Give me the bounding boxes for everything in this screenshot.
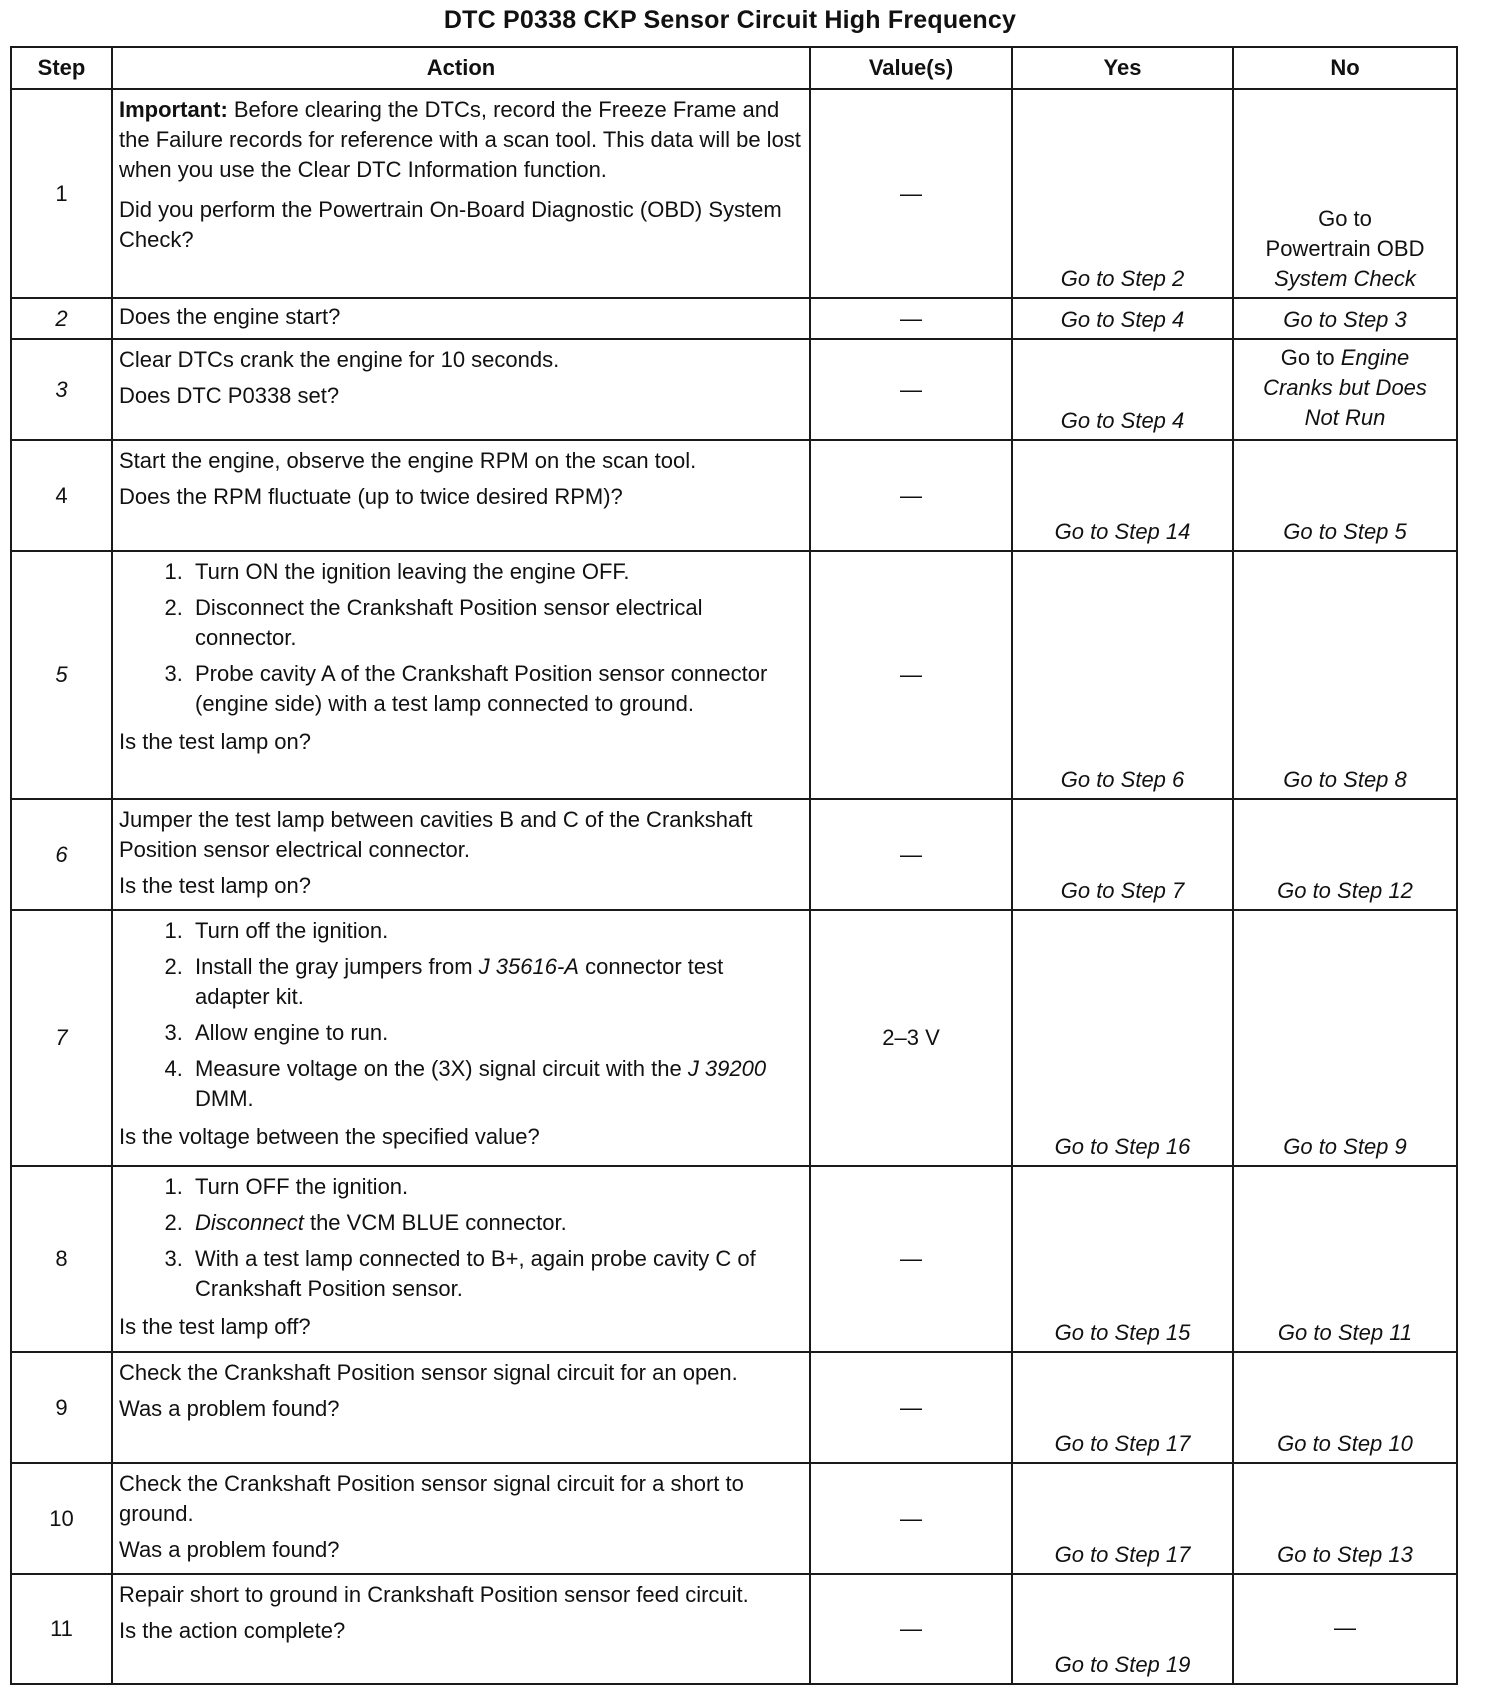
action-cell bbox=[112, 1352, 810, 1463]
yes-goto-link[interactable]: Go to Step 2 bbox=[1060, 266, 1185, 291]
list-item: 1. Turn off the ignition. bbox=[189, 916, 803, 946]
value-cell: — bbox=[810, 1166, 1012, 1352]
no-cell bbox=[1233, 1463, 1457, 1574]
yes-cell bbox=[1012, 89, 1233, 298]
yes-cell bbox=[1012, 339, 1233, 440]
yes-goto-link[interactable]: Go to Step 6 bbox=[1060, 767, 1185, 792]
no-goto-link[interactable]: Go to Step 13 bbox=[1277, 1542, 1413, 1567]
table-row bbox=[11, 910, 1457, 1166]
no-goto-link[interactable]: Go to Step 12 bbox=[1277, 878, 1413, 903]
list-item: 3. With a test lamp connected to B+, again probe cavity C of Crankshaft Position sensor. bbox=[189, 1244, 803, 1304]
step-question: Is the test lamp on? bbox=[119, 873, 311, 898]
step-question: Does the RPM fluctuate (up to twice desired RPM)? bbox=[119, 484, 623, 509]
list-item: 3. Probe cavity A of the Crankshaft Position sensor connector (engine side) with a test lamp connected to ground. bbox=[189, 659, 803, 719]
yes-cell bbox=[1012, 1352, 1233, 1463]
step-number: 10 bbox=[11, 1463, 112, 1574]
list-item: 4. Measure voltage on the (3X) signal circuit with the J 39200 DMM. bbox=[189, 1054, 803, 1114]
no-goto-link[interactable] bbox=[1238, 343, 1452, 433]
table-row bbox=[11, 298, 1457, 339]
table-row bbox=[11, 1574, 1457, 1684]
step-question: Is the action complete? bbox=[119, 1618, 346, 1643]
no-goto-link[interactable]: Go to Step 9 bbox=[1283, 1134, 1407, 1159]
yes-cell bbox=[1012, 1574, 1233, 1684]
no-goto-link[interactable] bbox=[1238, 204, 1452, 294]
list-item: 2. Disconnect the Crankshaft Position sensor electrical connector. bbox=[189, 593, 803, 653]
table-row bbox=[11, 1463, 1457, 1574]
no-goto-text: Go to bbox=[1280, 345, 1341, 370]
step-question: Is the voltage between the specified value? bbox=[119, 1124, 540, 1149]
step-number: 6 bbox=[11, 799, 112, 910]
list-item: 2. Disconnect the VCM BLUE connector. bbox=[189, 1208, 803, 1238]
action-cell bbox=[112, 910, 810, 1166]
yes-goto-link[interactable]: Go to Step 17 bbox=[1054, 1431, 1191, 1456]
step-instruction: Check the Crankshaft Position sensor signal circuit for an open. bbox=[119, 1360, 738, 1385]
no-cell bbox=[1233, 551, 1457, 799]
no-cell bbox=[1233, 910, 1457, 1166]
yes-cell bbox=[1012, 1463, 1233, 1574]
step-question: Was a problem found? bbox=[119, 1537, 340, 1562]
yes-cell bbox=[1012, 799, 1233, 910]
step-number: 9 bbox=[11, 1352, 112, 1463]
no-cell bbox=[1233, 1574, 1457, 1684]
no-goto-target: System Check bbox=[1274, 266, 1416, 291]
step-number: 7 bbox=[11, 910, 112, 1166]
step-instruction: Check the Crankshaft Position sensor signal circuit for a short to ground. bbox=[119, 1471, 744, 1526]
no-cell bbox=[1233, 1352, 1457, 1463]
header-no: No bbox=[1233, 47, 1457, 89]
step-number: 11 bbox=[11, 1574, 112, 1684]
step-number: 2 bbox=[11, 298, 112, 339]
list-item: 1. Turn ON the ignition leaving the engine OFF. bbox=[189, 557, 803, 587]
step-instruction: Repair short to ground in Crankshaft Position sensor feed circuit. bbox=[119, 1582, 749, 1607]
no-cell bbox=[1233, 339, 1457, 440]
value-cell: — bbox=[810, 551, 1012, 799]
table-row bbox=[11, 1352, 1457, 1463]
table-row bbox=[11, 799, 1457, 910]
no-goto-link[interactable]: Go to Step 8 bbox=[1283, 767, 1407, 792]
no-goto-target: Not Run bbox=[1304, 405, 1386, 430]
step-number: 8 bbox=[11, 1166, 112, 1352]
yes-goto-link[interactable]: Go to Step 4 bbox=[1060, 408, 1185, 433]
no-cell bbox=[1233, 1166, 1457, 1352]
step-number: 3 bbox=[11, 339, 112, 440]
value-cell: — bbox=[810, 799, 1012, 910]
tool-reference: J 39200 bbox=[687, 1056, 767, 1081]
value-cell: — bbox=[810, 440, 1012, 551]
header-yes: Yes bbox=[1012, 47, 1233, 89]
action-cell bbox=[112, 1574, 810, 1684]
no-goto-link[interactable]: Go to Step 5 bbox=[1283, 519, 1407, 544]
list-item: 3. Allow engine to run. bbox=[189, 1018, 803, 1048]
no-goto-link[interactable]: Go to Step 10 bbox=[1277, 1431, 1413, 1456]
header-row bbox=[11, 47, 1457, 89]
value-cell: — bbox=[810, 339, 1012, 440]
value-cell: — bbox=[810, 1463, 1012, 1574]
table-row bbox=[11, 1166, 1457, 1352]
no-cell bbox=[1233, 440, 1457, 551]
tool-reference: J 35616-A bbox=[478, 954, 579, 979]
yes-goto-link[interactable]: Go to Step 17 bbox=[1054, 1542, 1191, 1567]
procedure-list bbox=[119, 1172, 803, 1304]
no-goto-target: Engine bbox=[1340, 345, 1410, 370]
header-action: Action bbox=[112, 47, 810, 89]
list-item: 2. Install the gray jumpers from J 35616-A connector test adapter kit. bbox=[189, 952, 803, 1012]
yes-cell bbox=[1012, 910, 1233, 1166]
no-goto-link[interactable]: Go to Step 11 bbox=[1277, 1320, 1413, 1345]
no-goto-text: Go to bbox=[1318, 206, 1372, 231]
page-title: DTC P0338 CKP Sensor Circuit High Frequency bbox=[443, 6, 1017, 34]
no-value: — bbox=[1334, 1614, 1356, 1640]
step-number: 1 bbox=[11, 89, 112, 298]
yes-cell bbox=[1012, 298, 1233, 339]
step-question: Does DTC P0338 set? bbox=[119, 383, 340, 408]
important-text: Before clearing the DTCs, record the Freeze Frame and the Failure records for reference with a scan tool. This data will be lost when you use the Clear DTC Information function. bbox=[119, 97, 801, 182]
yes-goto-link[interactable]: Go to Step 15 bbox=[1054, 1320, 1191, 1345]
action-cell bbox=[112, 551, 810, 799]
no-goto-text: Powertrain OBD bbox=[1265, 236, 1425, 261]
yes-goto-link[interactable]: Go to Step 16 bbox=[1054, 1134, 1191, 1159]
action-cell bbox=[112, 1463, 810, 1574]
step-question: Does the engine start? bbox=[119, 304, 341, 329]
step-question: Is the test lamp off? bbox=[119, 1314, 311, 1339]
yes-goto-link[interactable]: Go to Step 4 bbox=[1060, 307, 1185, 332]
no-cell bbox=[1233, 298, 1457, 339]
step-number: 4 bbox=[11, 440, 112, 551]
procedure-list bbox=[119, 557, 803, 719]
value-cell: — bbox=[810, 1352, 1012, 1463]
table-row bbox=[11, 440, 1457, 551]
important-label: Important: bbox=[119, 97, 228, 122]
action-cell bbox=[112, 89, 810, 298]
yes-cell bbox=[1012, 551, 1233, 799]
diagnostic-table bbox=[10, 46, 1458, 1685]
action-cell bbox=[112, 339, 810, 440]
action-cell bbox=[112, 440, 810, 551]
header-values: Value(s) bbox=[810, 47, 1012, 89]
no-goto-link[interactable]: Go to Step 3 bbox=[1283, 307, 1407, 332]
step-question: Did you perform the Powertrain On-Board Diagnostic (OBD) System Check? bbox=[119, 197, 782, 252]
step-instruction: Clear DTCs crank the engine for 10 seconds. bbox=[119, 347, 560, 372]
yes-goto-link[interactable]: Go to Step 19 bbox=[1054, 1652, 1191, 1677]
step-question: Is the test lamp on? bbox=[119, 729, 311, 754]
value-cell: — bbox=[810, 1574, 1012, 1684]
list-item: 1. Turn OFF the ignition. bbox=[189, 1172, 803, 1202]
header-step: Step bbox=[11, 47, 112, 89]
action-cell bbox=[112, 1166, 810, 1352]
table-row bbox=[11, 551, 1457, 799]
yes-goto-link[interactable]: Go to Step 14 bbox=[1054, 519, 1191, 544]
step-instruction: Start the engine, observe the engine RPM on the scan tool. bbox=[119, 448, 697, 473]
step-number: 5 bbox=[11, 551, 112, 799]
yes-goto-link[interactable]: Go to Step 7 bbox=[1060, 878, 1185, 903]
yes-cell bbox=[1012, 1166, 1233, 1352]
yes-cell bbox=[1012, 440, 1233, 551]
no-cell bbox=[1233, 89, 1457, 298]
step-instruction: Jumper the test lamp between cavities B and C of the Crankshaft Position sensor electrical connector. bbox=[119, 807, 753, 862]
important-note bbox=[119, 95, 803, 185]
value-cell: — bbox=[810, 89, 1012, 298]
no-goto-target: Cranks but Does bbox=[1263, 375, 1427, 400]
action-cell bbox=[112, 298, 810, 339]
value-cell: — bbox=[810, 298, 1012, 339]
table-row bbox=[11, 339, 1457, 440]
table-row bbox=[11, 89, 1457, 298]
value-cell: 2–3 V bbox=[810, 910, 1012, 1166]
action-cell bbox=[112, 799, 810, 910]
procedure-list bbox=[119, 916, 803, 1114]
no-cell bbox=[1233, 799, 1457, 910]
step-question: Was a problem found? bbox=[119, 1396, 340, 1421]
